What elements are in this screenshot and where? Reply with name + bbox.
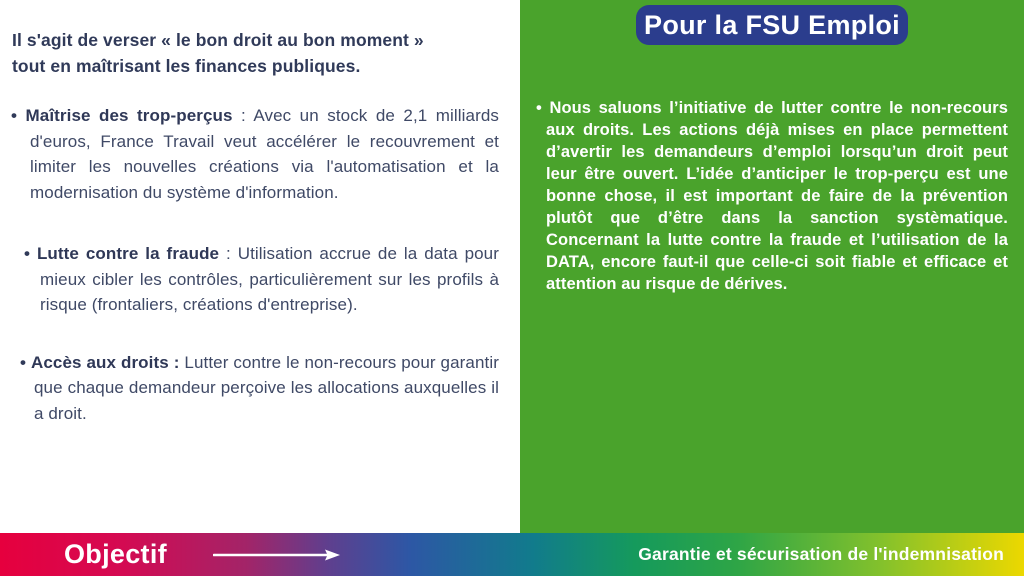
bullet-keyword: Maîtrise des trop-perçus — [25, 106, 233, 125]
intro-text — [12, 28, 498, 79]
footer-bar — [0, 533, 1024, 576]
intro-line-1: Il s'agit de verser « le bon droit au bon moment » — [12, 30, 424, 50]
bullet-keyword: Accès aux droits : — [30, 352, 180, 372]
bullet-text: Lutter contre le non-recours pour garantir que chaque demandeur perçoive les allocations auxquelles il a droit. — [34, 352, 499, 423]
footer-title: Garantie et sécurisation de l'indemnisation — [638, 544, 1004, 564]
bullet-keyword: Lutte contre la fraude — [36, 244, 220, 263]
left-bullet-list — [0, 103, 499, 426]
list-item — [0, 241, 499, 318]
badge-title — [636, 5, 908, 45]
intro-line-2: tout en maîtrisant les finances publiques. — [12, 55, 361, 76]
green-bullet-list — [536, 97, 1008, 295]
list-item: • Nous saluons l’initiative de lutter contre le non-recours aux droits. Les actions déjà mises en place permettent d’avertir les demandeurs d’emploi lorsqu’un droit peut leur être ouvert. L’idée d’anticiper le trop-perçu est une bonne chose, il est important de faire de la prévention plutôt que d’être dans la sanction systèmatique. Concernant la lutte contre la fraude et l’utilisation de la DATA, encore faut-il que celle-ci soit fiable et efficace et attention au risque de dérives. — [536, 97, 1008, 295]
bullet-text: : Avec un stock de 2,1 milliards d'euros, France Travail veut accélérer le recouvrement et limiter les nouvelles créations via l'automatisation et la modernisation du système d'information. — [30, 106, 499, 202]
green-panel — [520, 0, 1024, 533]
footer-label: Objectif — [64, 539, 167, 569]
right-arrow-icon — [213, 548, 341, 562]
list-item — [0, 350, 499, 427]
bullet-text: : Utilisation accrue de la data pour mieux cibler les contrôles, particulièrement sur les profils à risque (frontaliers, créations d'entreprise). — [40, 244, 499, 314]
left-panel — [0, 0, 520, 533]
badge-title-label: Pour la FSU Emploi — [644, 9, 900, 40]
list-item — [0, 103, 499, 205]
